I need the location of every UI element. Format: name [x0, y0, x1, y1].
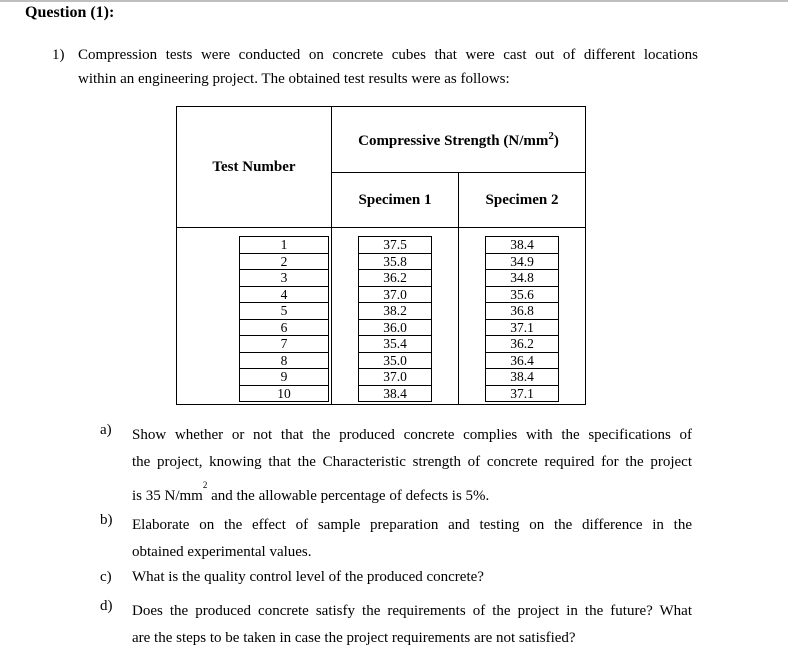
- cell-s2: 37.1: [486, 385, 559, 402]
- table-row: [240, 253, 329, 270]
- part-d-label: d): [100, 598, 113, 614]
- table-row: [359, 385, 432, 402]
- test-number-header: Test Number: [177, 107, 332, 228]
- cell-s1: 37.0: [359, 369, 432, 386]
- cell-s2: 36.8: [486, 303, 559, 320]
- table-row: [240, 270, 329, 287]
- cell-test: 2: [240, 253, 329, 270]
- cell-s1: 38.2: [359, 303, 432, 320]
- question-heading: Question (1):: [25, 4, 115, 21]
- cell-s1: 37.5: [359, 237, 432, 254]
- part-a-line-1: Show whether or not that the produced concrete complies with the specifications of: [132, 427, 692, 443]
- cell-test: 8: [240, 352, 329, 369]
- table-row: [359, 352, 432, 369]
- table-row: [240, 319, 329, 336]
- table-row: [486, 352, 559, 369]
- cell-test: 3: [240, 270, 329, 287]
- part-c-label: c): [100, 569, 112, 585]
- cell-test: 6: [240, 319, 329, 336]
- cell-s1: 35.8: [359, 253, 432, 270]
- table-row: [486, 336, 559, 353]
- test-number-column: [177, 228, 332, 405]
- part-d-line-1: Does the produced concrete satisfy the requirements of the project in the future? What: [132, 603, 692, 619]
- part-b-line-2: obtained experimental values.: [132, 544, 312, 560]
- table-row: [359, 319, 432, 336]
- table-row: [486, 303, 559, 320]
- cell-s2: 35.6: [486, 286, 559, 303]
- table-row: [240, 303, 329, 320]
- cell-s2: 34.9: [486, 253, 559, 270]
- cell-test: 7: [240, 336, 329, 353]
- table-row: [240, 352, 329, 369]
- specimen-1-header: Specimen 1: [332, 173, 459, 228]
- cell-s2: 36.2: [486, 336, 559, 353]
- part-b-label: b): [100, 512, 113, 528]
- strength-header: Compressive Strength $(N/mm^2)$: [332, 107, 586, 173]
- table-row: [486, 319, 559, 336]
- table-row: [240, 237, 329, 254]
- table-row: [486, 369, 559, 386]
- intro-line-2: within an engineering project. The obtained test results were as follows:: [78, 71, 510, 87]
- top-rule: [0, 0, 788, 2]
- part-c-line-1: What is the quality control level of the produced concrete?: [132, 569, 484, 585]
- table-row: [486, 270, 559, 287]
- part-d-line-2: are the steps to be taken in case the project requirements are not satisfied?: [132, 630, 576, 646]
- table-row: [359, 270, 432, 287]
- table-row: [359, 237, 432, 254]
- cell-test: 1: [240, 237, 329, 254]
- table-row: [359, 303, 432, 320]
- cell-s2: 34.8: [486, 270, 559, 287]
- intro-line-1: Compression tests were conducted on concrete cubes that were cast out of different locations: [78, 47, 698, 63]
- part-a-label: a): [100, 422, 112, 438]
- table-row: [486, 286, 559, 303]
- cell-test: 9: [240, 369, 329, 386]
- table-row: [240, 385, 329, 402]
- results-table: [176, 106, 586, 405]
- question-number: 1): [52, 47, 65, 63]
- part-b-line-1: Elaborate on the effect of sample preparation and testing on the difference in the: [132, 517, 692, 533]
- cell-s1: 38.4: [359, 385, 432, 402]
- table-row: [486, 253, 559, 270]
- table-row: [240, 369, 329, 386]
- part-a-line-2: the project, knowing that the Characteristic strength of concrete required for the project: [132, 454, 692, 470]
- specimen-2-column: [459, 228, 586, 405]
- table-row: [359, 286, 432, 303]
- cell-s2: 37.1: [486, 319, 559, 336]
- cell-s1: 37.0: [359, 286, 432, 303]
- table-row: [486, 385, 559, 402]
- cell-s2: 38.4: [486, 369, 559, 386]
- cell-s1: 35.4: [359, 336, 432, 353]
- cell-test: 4: [240, 286, 329, 303]
- table-row: [359, 336, 432, 353]
- cell-s1: 36.2: [359, 270, 432, 287]
- table-row: [359, 253, 432, 270]
- cell-s2: 38.4: [486, 237, 559, 254]
- cell-test: 5: [240, 303, 329, 320]
- cell-s1: 35.0: [359, 352, 432, 369]
- part-a-line-3: is 35 $N/mm^2$ and the allowable percentage of defects is 5%.: [132, 480, 490, 504]
- cell-s2: 36.4: [486, 352, 559, 369]
- specimen-2-header: Specimen 2: [459, 173, 586, 228]
- table-row: [359, 369, 432, 386]
- table-row: [240, 336, 329, 353]
- specimen-1-column: [332, 228, 459, 405]
- table-row: [486, 237, 559, 254]
- table-row: [240, 286, 329, 303]
- cell-s1: 36.0: [359, 319, 432, 336]
- cell-test: 10: [240, 385, 329, 402]
